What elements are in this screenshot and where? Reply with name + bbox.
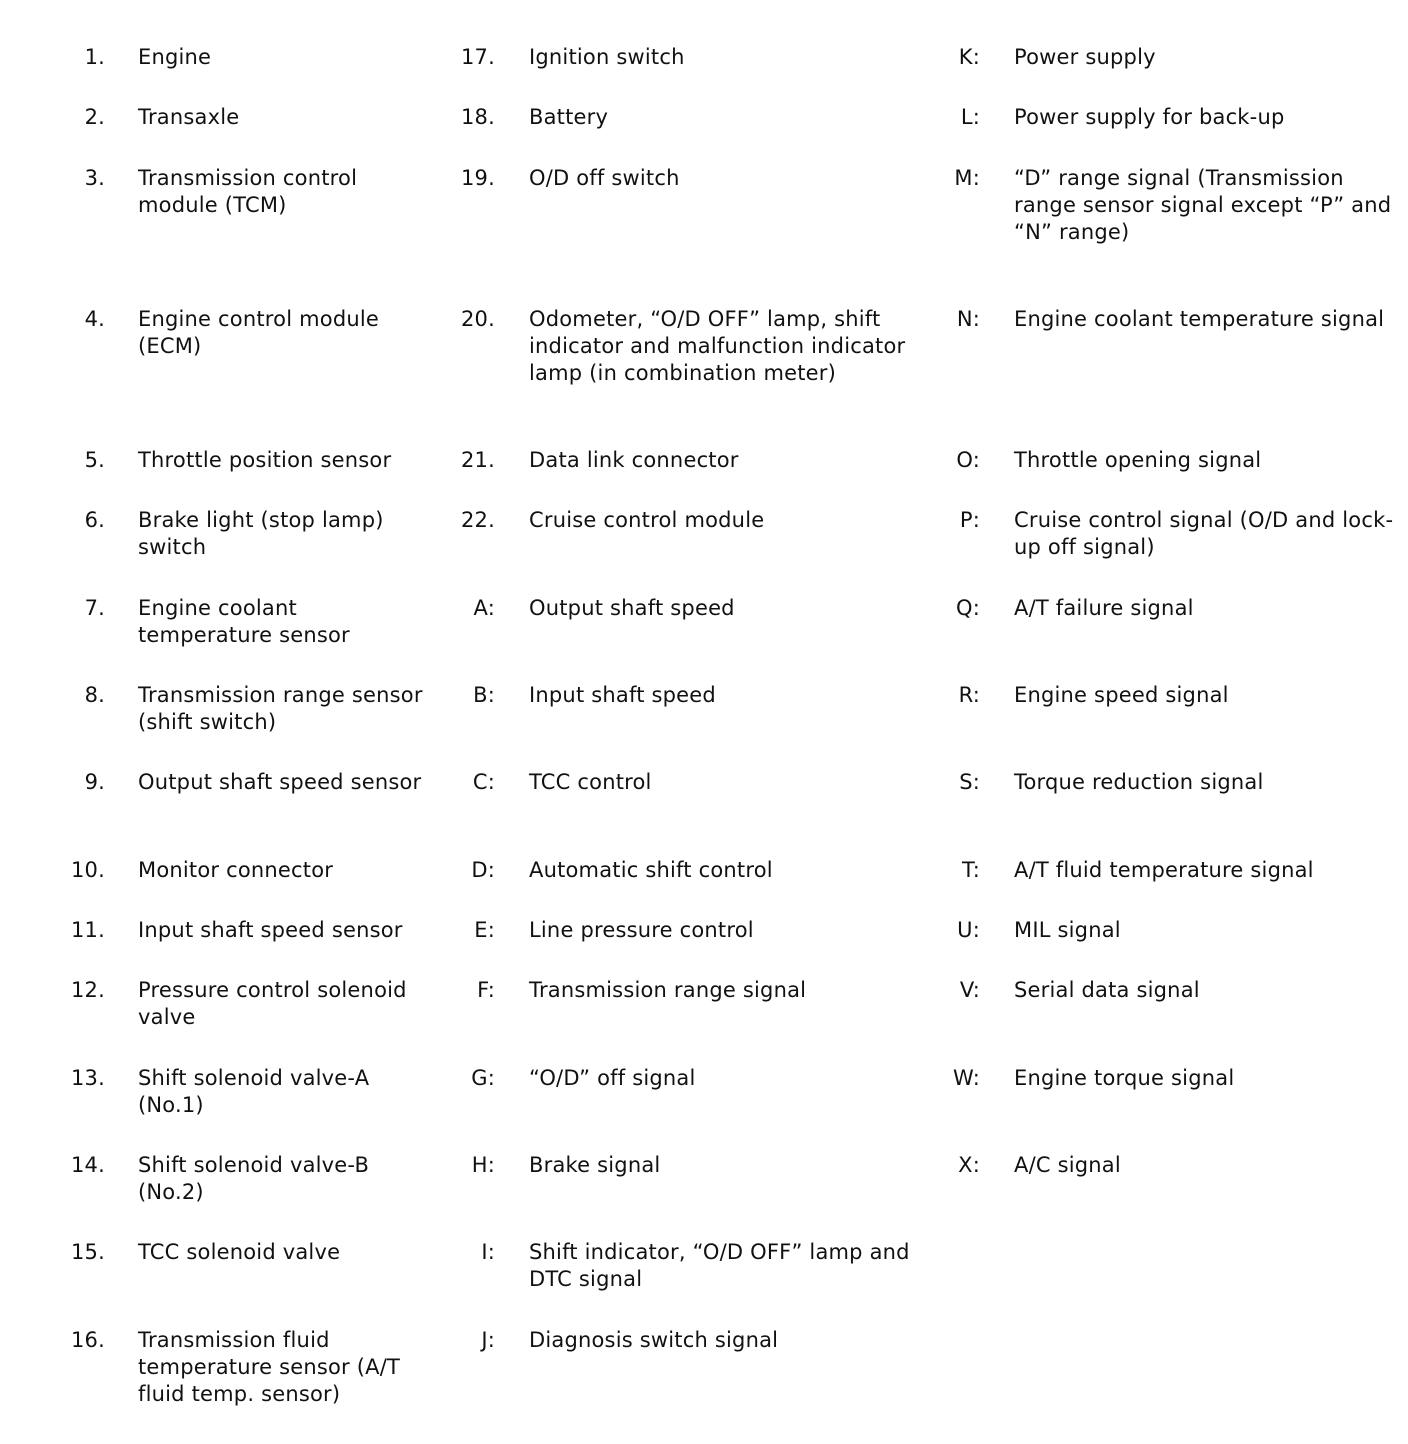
table-row	[0, 682, 1408, 734]
signal-letter: L:	[960, 105, 980, 129]
signal-letter: P:	[959, 508, 980, 532]
item-number: 9.	[84, 770, 105, 794]
item-label: Data link connector	[529, 448, 739, 472]
signal-label: Engine torque signal	[1014, 1066, 1235, 1090]
table-row	[0, 857, 1408, 882]
signal-label: Power supply	[1014, 45, 1156, 69]
signal-label: Power supply for back-up	[1014, 105, 1285, 129]
table-row	[0, 44, 1408, 69]
signal-label: TCC control	[529, 770, 652, 794]
signal-label: Line pressure control	[529, 918, 754, 942]
item-number: 13.	[71, 1066, 105, 1090]
signal-label: Serial data signal	[1014, 978, 1200, 1002]
item-label: Pressure control solenoid valve	[138, 978, 407, 1029]
signal-letter: J:	[481, 1328, 495, 1352]
signal-letter: F:	[477, 978, 495, 1002]
table-row	[0, 1065, 1408, 1117]
signal-letter: H:	[471, 1153, 495, 1177]
item-number: 6.	[84, 508, 105, 532]
signal-letter: A:	[473, 596, 495, 620]
signal-letter: S:	[959, 770, 980, 794]
signal-label: Engine coolant temperature signal	[1014, 307, 1385, 331]
table-row	[0, 917, 1408, 942]
item-number: 12.	[71, 978, 105, 1002]
signal-letter: V:	[959, 978, 980, 1002]
item-number: 10.	[71, 858, 105, 882]
item-label: Throttle position sensor	[138, 448, 392, 472]
item-label: Odometer, “O/D OFF” lamp, shift indicator and malfunction indicator lamp (in combination meter)	[529, 307, 906, 385]
item-label: Transaxle	[138, 105, 240, 129]
signal-letter: B:	[473, 683, 495, 707]
item-number: 14.	[71, 1153, 105, 1177]
item-label: Brake light (stop lamp) switch	[138, 508, 384, 559]
item-number: 5.	[84, 448, 105, 472]
signal-letter: O:	[956, 448, 980, 472]
item-number: 11.	[71, 918, 105, 942]
signal-label: MIL signal	[1014, 918, 1121, 942]
item-number: 4.	[84, 307, 105, 331]
signal-label: Output shaft speed	[529, 596, 735, 620]
signal-letter: K:	[958, 45, 980, 69]
item-number: 15.	[71, 1240, 105, 1264]
signal-label: Brake signal	[529, 1153, 661, 1177]
item-number: 16.	[71, 1328, 105, 1352]
signal-letter: I:	[481, 1240, 495, 1264]
table-row	[0, 447, 1408, 472]
signal-label: Input shaft speed	[529, 683, 716, 707]
signal-label: Shift indicator, “O/D OFF” lamp and DTC signal	[529, 1240, 910, 1291]
signal-label: “O/D” off signal	[529, 1066, 696, 1090]
signal-label: Throttle opening signal	[1014, 448, 1262, 472]
item-number: 19.	[461, 166, 495, 190]
item-number: 17.	[461, 45, 495, 69]
signal-letter: N:	[956, 307, 980, 331]
item-label: Shift solenoid valve-B (No.2)	[138, 1153, 370, 1204]
signal-letter: D:	[471, 858, 495, 882]
signal-label: Transmission range signal	[529, 978, 807, 1002]
signal-letter: T:	[962, 858, 980, 882]
signal-label: Diagnosis switch signal	[529, 1328, 779, 1352]
item-number: 22.	[461, 508, 495, 532]
signal-label: A/T failure signal	[1014, 596, 1194, 620]
item-label: Monitor connector	[138, 858, 334, 882]
signal-label: Engine speed signal	[1014, 683, 1229, 707]
item-label: Engine	[138, 45, 212, 69]
item-label: Engine control module (ECM)	[138, 307, 380, 358]
signal-letter: R:	[958, 683, 980, 707]
item-label: Input shaft speed sensor	[138, 918, 403, 942]
signal-letter: C:	[472, 770, 495, 794]
item-label: TCC solenoid valve	[138, 1240, 341, 1264]
item-number: 8.	[84, 683, 105, 707]
item-label: Cruise control module	[529, 508, 765, 532]
table-row	[0, 977, 1408, 1029]
signal-letter: M:	[954, 166, 980, 190]
item-number: 18.	[461, 105, 495, 129]
item-label: Engine coolant temperature sensor	[138, 596, 350, 647]
signal-label: “D” range signal (Transmission range sensor signal except “P” and “N” range)	[1014, 166, 1392, 244]
signal-label: Cruise control signal (O/D and lock-up off signal)	[1014, 508, 1394, 559]
signal-letter: G:	[471, 1066, 495, 1090]
signal-label: Automatic shift control	[529, 858, 773, 882]
item-number: 21.	[461, 448, 495, 472]
item-number: 7.	[84, 596, 105, 620]
table-row	[0, 507, 1408, 559]
item-number: 1.	[84, 45, 105, 69]
item-label: Transmission range sensor (shift switch)	[138, 683, 423, 734]
table-row	[0, 595, 1408, 647]
signal-label: A/T fluid temperature signal	[1014, 858, 1314, 882]
item-label: Ignition switch	[529, 45, 685, 69]
signal-letter: U:	[957, 918, 980, 942]
table-row	[0, 165, 1408, 244]
item-label: Output shaft speed sensor	[138, 770, 422, 794]
item-number: 2.	[84, 105, 105, 129]
signal-label: Torque reduction signal	[1014, 770, 1264, 794]
signal-letter: Q:	[955, 596, 980, 620]
signal-letter: E:	[474, 918, 495, 942]
item-label: Transmission fluid temperature sensor (A/T fluid temp. sensor)	[138, 1328, 401, 1406]
table-row	[0, 1152, 1408, 1204]
signal-letter: W:	[952, 1066, 980, 1090]
table-row	[0, 1239, 1408, 1291]
item-label: Battery	[529, 105, 609, 129]
item-label: Transmission control module (TCM)	[138, 166, 358, 217]
signal-letter: X:	[958, 1153, 980, 1177]
item-number: 3.	[84, 166, 105, 190]
item-label: O/D off switch	[529, 166, 680, 190]
table-row	[0, 769, 1408, 794]
item-label: Shift solenoid valve-A (No.1)	[138, 1066, 370, 1117]
item-number: 20.	[461, 307, 495, 331]
signal-label: A/C signal	[1014, 1153, 1121, 1177]
table-row	[0, 1327, 1408, 1406]
table-row	[0, 306, 1408, 385]
table-row	[0, 104, 1408, 129]
